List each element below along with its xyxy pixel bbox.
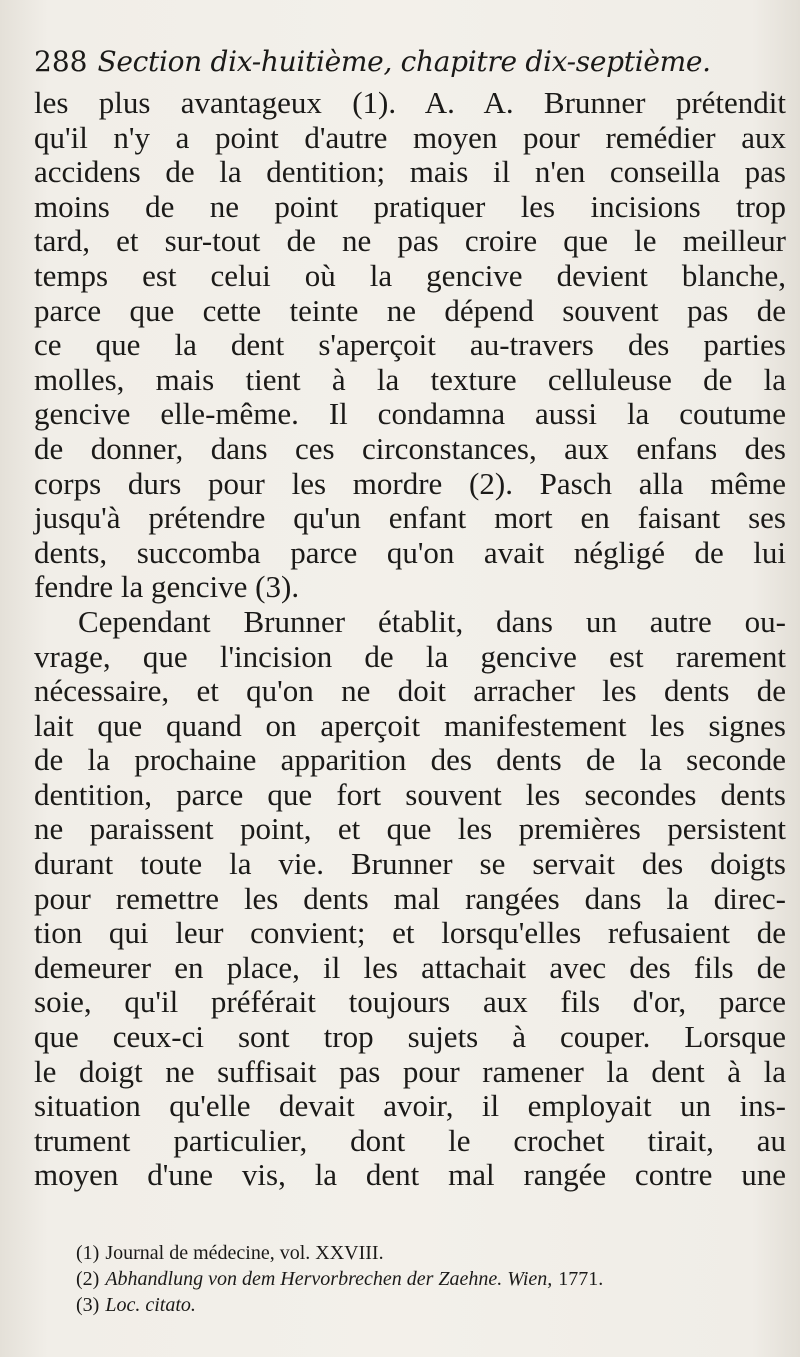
footnotes [76, 1240, 776, 1318]
text-line: accidens de la dentition; mais il n'en conseilla pas [34, 154, 786, 190]
text-line: trument particulier, dont le crochet tirait, au [34, 1122, 786, 1158]
text-line: temps est celui où la gencive devient blanche, [34, 257, 786, 293]
text-line: les plus avantageux (1). A. A. Brunner prétendit [34, 85, 786, 120]
text-line: tion qui leur convient; et lorsqu'elles refusaient de [34, 915, 786, 951]
page-number: 288 [34, 45, 88, 78]
footnote-2 [76, 1266, 776, 1292]
text-line: gencive elle-même. Il condamna aussi la coutume [34, 396, 786, 432]
text-line: situation qu'elle devait avoir, il employait un ins- [34, 1088, 786, 1124]
text-line: que ceux-ci sont trop sujets à couper. Lorsque [34, 1019, 786, 1055]
text-line: demeurer en place, il les attachait avec des fils de [34, 949, 786, 985]
text-line: dents, succomba parce qu'on avait négligé de lui [34, 534, 786, 570]
footnote-mark: (1) [76, 1242, 100, 1264]
text-line: ne paraissent point, et que les premières persistent [34, 811, 786, 847]
text-line: soie, qu'il préférait toujours aux fils d'or, parce [34, 984, 786, 1020]
text-line: moyen d'une vis, la dent mal rangée contre une [34, 1157, 786, 1193]
text-line: de la prochaine apparition des dents de la seconde [34, 742, 786, 778]
text-line: parce que cette teinte ne dépend souvent pas de [34, 292, 786, 328]
footnote-text: Loc. citato. [105, 1294, 196, 1316]
footnote-mark: (2) [76, 1268, 100, 1290]
text-line: Cependant Brunner établit, dans un autre ou- [78, 603, 786, 639]
footnote-3 [76, 1292, 776, 1318]
footnote-text: Abhandlung von dem Hervorbrechen der Zaehne. Wien, [105, 1268, 553, 1290]
text-line: corps durs pour les mordre (2). Pasch alla même [34, 465, 786, 501]
text-line: nécessaire, et qu'on ne doit arracher les dents de [34, 673, 786, 709]
text-line: molles, mais tient à la texture celluleuse de la [34, 361, 786, 397]
text-line: qu'il n'y a point d'autre moyen pour remédier aux [34, 119, 786, 155]
text-line: de donner, dans ces circonstances, aux enfans des [34, 430, 786, 466]
text-line: fendre la gencive (3). [34, 569, 300, 605]
page-header [34, 40, 774, 84]
text-line: moins de ne point pratiquer les incisions trop [34, 188, 786, 224]
text-line: vrage, que l'incision de la gencive est rarement [34, 638, 786, 674]
text-line: ce que la dent s'aperçoit au-travers des parties [34, 327, 786, 363]
text-line: le doigt ne suffisait pas pour ramener la dent à la [34, 1053, 786, 1089]
body-text [34, 86, 786, 1193]
text-line: pour remettre les dents mal rangées dans la direc- [34, 880, 786, 916]
footnote-year: 1771. [558, 1268, 604, 1290]
text-line: jusqu'à prétendre qu'un enfant mort en faisant ses [34, 500, 786, 536]
text-line: dentition, parce que fort souvent les secondes dents [34, 776, 786, 812]
footnote-text: Journal de médecine, vol. XXVIII. [105, 1242, 384, 1264]
footnote-mark: (3) [76, 1294, 100, 1316]
text-line: lait que quand on aperçoit manifestement les signes [34, 707, 786, 743]
footnote-1 [76, 1240, 776, 1266]
text-line: tard, et sur-tout de ne pas croire que le meilleur [34, 223, 786, 259]
text-line: durant toute la vie. Brunner se servait des doigts [34, 846, 786, 882]
running-title: Section dix-huitième, chapitre dix-septième. [97, 45, 711, 78]
